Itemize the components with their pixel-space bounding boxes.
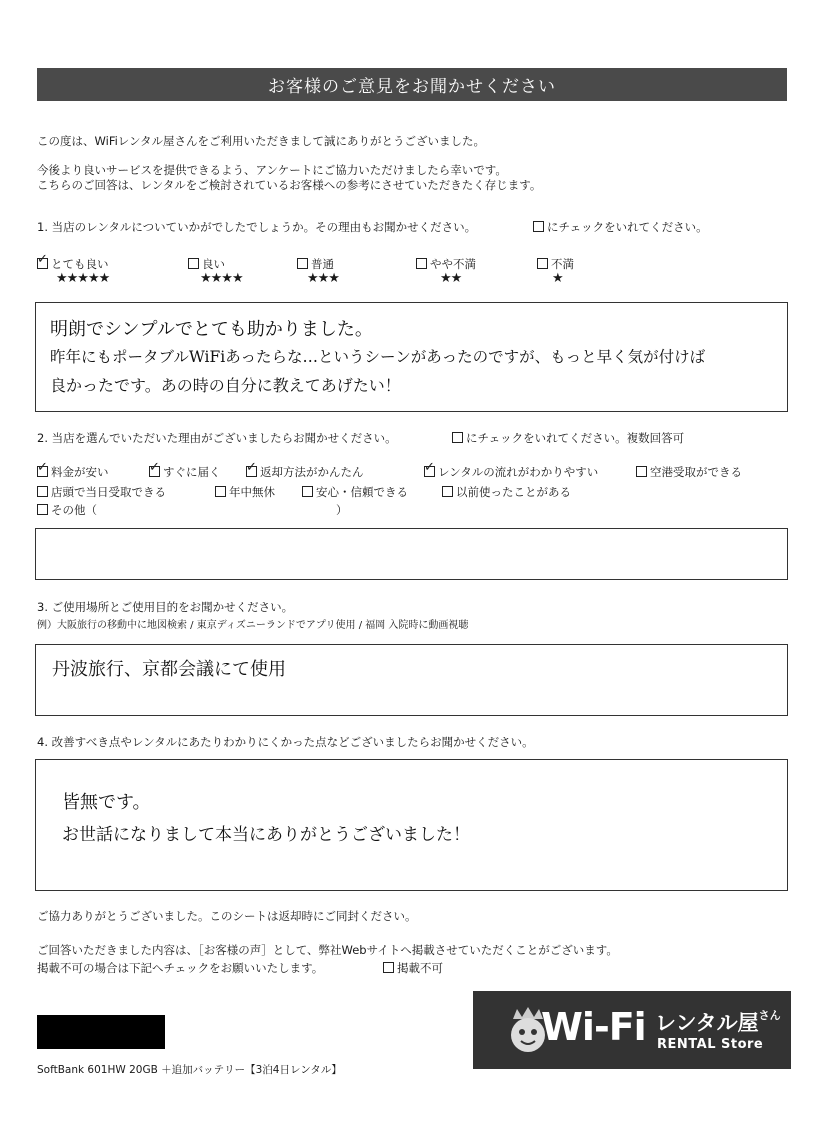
checkbox-icon xyxy=(37,504,48,515)
q3-question: 3. ご使用場所とご使用目的をお聞かせください。 xyxy=(37,600,294,614)
q1-answer-box[interactable] xyxy=(35,302,788,412)
footer-thanks: ご協力ありがとうございました。このシートは返却時にご同封ください。 xyxy=(37,909,417,923)
checkbox-icon xyxy=(188,258,199,269)
checkbox-icon xyxy=(636,466,647,477)
checkbox-icon xyxy=(37,486,48,497)
q1-option-somewhat-dissatisfied[interactable]: やや不満 xyxy=(416,256,476,272)
q3-answer-box[interactable] xyxy=(35,644,788,716)
checked-box-icon xyxy=(37,258,48,269)
intro-line-2: 今後より良いサービスを提供できるよう、アンケートにご協力いただけましたら幸いです。 xyxy=(37,163,507,177)
q2-option-other[interactable]: その他（ xyxy=(37,502,97,518)
q2-option-open-all-year[interactable]: 年中無休 xyxy=(215,484,275,500)
wifi-rental-logo xyxy=(473,991,791,1069)
logo-japanese-text: レンタル屋$^{さん}$ xyxy=(655,1009,781,1035)
q2-option-cheap[interactable]: ✓料金が安い xyxy=(37,464,109,480)
q1-stars-3: ★★★ xyxy=(307,271,339,286)
intro-line-1: この度は、WiFiレンタル屋さんをご利用いただきまして誠にありがとうございました。 xyxy=(37,134,486,148)
q1-question: 1. 当店のレンタルについていかがでしたでしょうか。その理由もお聞かせください。 xyxy=(37,220,477,234)
q1-answer-line-2: 昨年にもポータブルWiFiあったらな…というシーンがあったのですが、もっと早く気が付けば xyxy=(50,348,706,366)
q3-example: 例）大阪旅行の移動中に地図検索 / 東京ディズニーランドでアプリ使用 / 福岡 入院時に動画視聴 xyxy=(37,620,469,631)
no-publish-option[interactable]: 掲載不可 xyxy=(383,960,443,976)
q1-option-average[interactable]: 普通 xyxy=(297,256,334,272)
q1-stars-1: ★ xyxy=(552,271,563,286)
checkbox-icon xyxy=(533,221,544,232)
q2-option-reliable[interactable]: 安心・信頼できる xyxy=(302,484,408,500)
q1-answer-line-1: 明朗でシンプルでとても助かりました。 xyxy=(50,319,373,340)
checked-box-icon xyxy=(37,466,48,477)
q2-option-used-before[interactable]: 以前使ったことがある xyxy=(442,484,571,500)
footer-notice-1: ご回答いただきました内容は、［お客様の声］として、弊社Webサイトへ掲載させていただくことがございます。 xyxy=(37,943,618,957)
checked-box-icon xyxy=(149,466,160,477)
q1-option-very-good[interactable]: ✓とても良い xyxy=(37,256,109,272)
checkbox-icon xyxy=(452,432,463,443)
q1-option-dissatisfied[interactable]: 不満 xyxy=(537,256,574,272)
q2-option-easy-flow[interactable]: ✓ レンタルの流れがわかりやすい xyxy=(424,464,598,480)
q1-stars-2: ★★ xyxy=(440,271,462,286)
checkbox-icon xyxy=(302,486,313,497)
logo-wifi-text: Wi-Fi xyxy=(541,1005,646,1049)
q4-question: 4. 改善すべき点やレンタルにあたりわかりにくかった点などございましたらお聞かせください。 xyxy=(37,735,534,749)
checked-box-icon xyxy=(424,466,435,477)
q1-instruction: にチェックをいれてください。 xyxy=(533,219,708,235)
q2-option-airport-pickup[interactable]: 空港受取ができる xyxy=(636,464,742,480)
q4-answer-box[interactable] xyxy=(35,759,788,891)
q1-stars-5: ★★★★★ xyxy=(56,271,110,286)
q1-stars-4: ★★★★ xyxy=(200,271,243,286)
checkbox-icon xyxy=(297,258,308,269)
q4-answer-line-2: お世話になりまして本当にありがとうございました！ xyxy=(62,825,470,845)
q2-option-fast-delivery[interactable]: ✓ すぐに届く xyxy=(149,464,221,480)
logo-english-text: RENTAL Store xyxy=(657,1037,764,1052)
survey-title-bar xyxy=(37,68,787,101)
checkbox-icon xyxy=(442,486,453,497)
checkbox-icon xyxy=(215,486,226,497)
intro-line-3: こちらのご回答は、レンタルをご検討されているお客様への参考にさせていただきたく存じます。 xyxy=(37,178,542,192)
q3-answer-text: 丹波旅行、京都会議にて使用 xyxy=(52,659,286,680)
footer-notice-2: 掲載不可の場合は下記へチェックをお願いいたします。 xyxy=(37,961,324,975)
rental-info: SoftBank 601HW 20GB ＋追加バッテリー【3泊4日レンタル】 xyxy=(37,1064,342,1076)
checkbox-icon xyxy=(537,258,548,269)
q2-option-easy-return[interactable]: ✓ 返却方法がかんたん xyxy=(246,464,364,480)
q1-option-good[interactable]: 良い xyxy=(188,256,225,272)
redacted-block xyxy=(37,1015,165,1049)
checkbox-icon xyxy=(416,258,427,269)
q4-answer-line-1: 皆無です。 xyxy=(62,792,151,813)
q2-instruction: にチェックをいれてください。複数回答可 xyxy=(452,430,684,446)
q1-answer-line-3: 良かったです。あの時の自分に教えてあげたい！ xyxy=(50,376,401,395)
survey-title: お客様のご意見をお聞かせください xyxy=(268,77,556,97)
q2-other-close-paren: ） xyxy=(336,503,348,517)
q2-option-store-pickup[interactable]: 店頭で当日受取できる xyxy=(37,484,166,500)
q2-answer-box[interactable] xyxy=(35,528,788,580)
checkbox-icon xyxy=(383,962,394,973)
checked-box-icon xyxy=(246,466,257,477)
q2-question: 2. 当店を選んでいただいた理由がございましたらお聞かせください。 xyxy=(37,431,397,445)
